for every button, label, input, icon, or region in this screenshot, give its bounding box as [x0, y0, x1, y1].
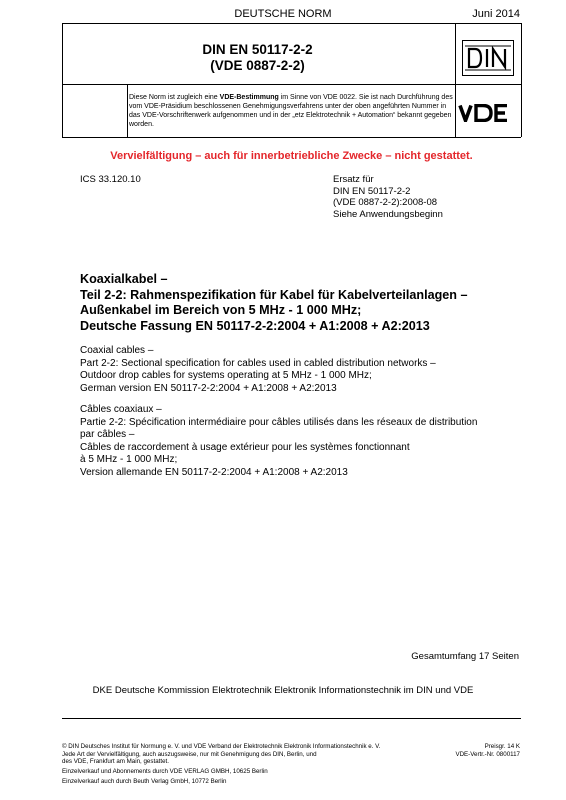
title-german-line: Außenkabel im Bereich von 5 MHz - 1 000 MHz;	[80, 303, 362, 317]
title-english-line: German version EN 50117-2-2:2004 + A1:2008 + A2:2013	[80, 382, 337, 394]
divider	[62, 137, 521, 138]
copyright-line: © DIN Deutsches Institut für Normung e. V. und VDE Verband der Elektrotechnik Elektronik Informationstechnik e. V.	[62, 743, 381, 750]
document-number	[62, 42, 453, 74]
notice-text: Diese Norm ist zugleich eine	[129, 94, 220, 101]
sales-line: Einzelverkauf und Abonnements durch VDE VERLAG GMBH, 10625 Berlin	[62, 768, 268, 775]
vde-logo	[458, 104, 522, 122]
title-english-line: Outdoor drop cables for systems operating at 5 MHz - 1 000 MHz;	[80, 370, 372, 381]
price-info	[455, 743, 520, 758]
dke-line: DKE Deutsche Kommission Elektrotechnik Elektronik Informationstechnik im DIN und VDE	[92, 685, 474, 696]
reproduction-warning: Vervielfältigung – auch für innerbetriebliche Zwecke – nicht gestattet.	[110, 150, 473, 162]
copyright-notice	[62, 743, 407, 766]
sales-info	[62, 767, 268, 787]
issue-date: Juni 2014	[472, 8, 520, 20]
title-german-line: Koaxialkabel –	[80, 272, 168, 286]
ics-code: ICS 33.120.10	[80, 174, 141, 185]
title-german	[80, 272, 520, 334]
title-english	[80, 345, 520, 395]
title-french	[80, 404, 520, 479]
replaces-line: (VDE 0887-2-2):2008-08	[333, 197, 438, 208]
title-french-line: Partie 2-2: Spécification intermédiaire pour câbles utilisés dans les réseaux de distribution	[80, 416, 478, 428]
divider	[455, 23, 456, 137]
title-french-line: Câbles de raccordement à usage extérieur pour les systèmes fonctionnant	[80, 441, 410, 453]
document-number-din: DIN EN 50117-2-2	[202, 42, 313, 57]
din-logo	[462, 40, 514, 76]
title-french-line: à 5 MHz - 1 000 MHz;	[80, 454, 178, 465]
divider	[62, 23, 521, 24]
footer-divider	[62, 718, 521, 719]
title-english-line: Part 2-2: Sectional specification for cables used in cabled distribution networks –	[80, 357, 436, 369]
divider	[127, 84, 128, 137]
replaces-line: DIN EN 50117-2-2	[333, 185, 411, 197]
replaces-block	[333, 174, 443, 220]
total-pages: Gesamtumfang 17 Seiten	[411, 651, 519, 662]
title-german-line: Deutsche Fassung EN 50117-2-2:2004 + A1:2008 + A2:2013	[80, 318, 430, 333]
vde-notice	[129, 93, 455, 129]
sales-line: Einzelverkauf auch durch Beuth Verlag GmbH, 10772 Berlin	[62, 777, 227, 785]
vde-distribution-number: VDE-Vertr.-Nr. 0800117	[455, 750, 520, 758]
replaces-line: Ersatz für	[333, 174, 374, 185]
copyright-line: Jede Art der Vervielfältigung, auch auszugsweise, nur mit Genehmigung des DIN, Berlin, und	[62, 750, 317, 758]
notice-bold-text: VDE-Bestimmung	[219, 94, 279, 101]
title-french-line: par câbles –	[80, 429, 135, 440]
document-number-vde: (VDE 0887-2-2)	[210, 58, 305, 73]
norm-type-label: DEUTSCHE NORM	[234, 8, 332, 20]
title-french-line: Version allemande EN 50117-2-2:2004 + A1:2008 + A2:2013	[80, 466, 348, 478]
title-english-line: Coaxial cables –	[80, 345, 154, 356]
title-german-line: Teil 2-2: Rahmenspezifikation für Kabel für Kabelverteilanlagen –	[80, 287, 468, 302]
price-group: Preisgr. 14 K	[484, 743, 520, 750]
copyright-line: des VDE, Frankfurt am Main, gestattet.	[62, 758, 169, 766]
notice-text: im Sinne von VDE 0022. Sie ist nach Durchführung des vom VDE-Präsidium beschlossenen Genehmigungsverfahrens unter der oben angeführten Nummer in das VDE-Vorschriftenwerk aufgenommen und in der „etz Elektrotechnik + Automation“ bekannt gegeben worden.	[129, 94, 453, 128]
divider	[62, 23, 63, 137]
replaces-line: Siehe Anwendungsbeginn	[333, 208, 443, 220]
divider	[62, 84, 521, 85]
title-french-line: Câbles coaxiaux –	[80, 404, 162, 415]
